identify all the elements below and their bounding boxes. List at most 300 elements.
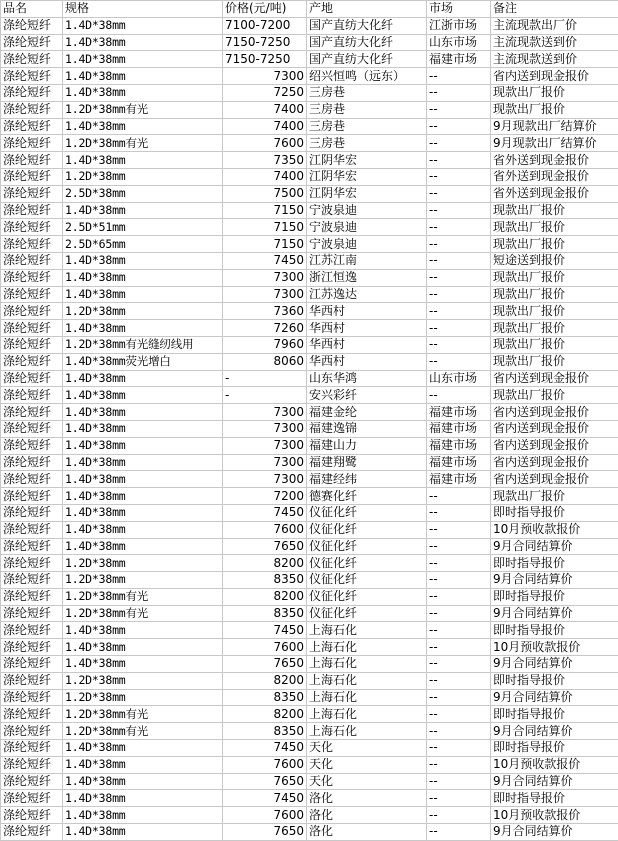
origin-cell: 三房巷 (307, 84, 427, 101)
market-cell: -- (427, 790, 491, 807)
product-name-cell: 涤纶短纤 (1, 740, 63, 757)
price-cell: 7150-7250 (223, 51, 307, 68)
price-cell: 8200 (223, 555, 307, 572)
market-cell: 山东市场 (427, 370, 491, 387)
table-row (1, 622, 618, 639)
price-cell: 7400 (223, 168, 307, 185)
market-cell: -- (427, 773, 491, 790)
origin-cell: 上海石化 (307, 689, 427, 706)
remark-cell: 省外送到现金报价 (491, 152, 618, 169)
spec-cell: 1.4D*38mm (63, 370, 223, 387)
spec-cell: 1.4D*38mm (63, 17, 223, 34)
market-cell: -- (427, 286, 491, 303)
remark-cell: 现款出厂报价 (491, 269, 618, 286)
product-name-cell: 涤纶短纤 (1, 252, 63, 269)
market-cell: 山东市场 (427, 34, 491, 51)
price-cell: 8200 (223, 706, 307, 723)
header-row (1, 1, 618, 18)
product-name-cell: 涤纶短纤 (1, 219, 63, 236)
product-name-cell: 涤纶短纤 (1, 135, 63, 152)
spec-cell: 1.4D*38mm (63, 488, 223, 505)
origin-cell: 华西村 (307, 353, 427, 370)
market-cell: -- (427, 824, 491, 841)
table-row (1, 555, 618, 572)
spec-cell: 1.4D*38mm (63, 34, 223, 51)
origin-cell: 山东华鸿 (307, 370, 427, 387)
market-cell: -- (427, 488, 491, 505)
table-row (1, 68, 618, 85)
remark-cell: 即时指导报价 (491, 672, 618, 689)
market-cell: -- (427, 672, 491, 689)
market-cell: -- (427, 185, 491, 202)
table-row (1, 118, 618, 135)
spec-cell: 1.2D*38mm有光 (63, 723, 223, 740)
remark-cell: 省内送到现金报价 (491, 471, 618, 488)
product-name-cell: 涤纶短纤 (1, 17, 63, 34)
market-cell: -- (427, 135, 491, 152)
origin-cell: 上海石化 (307, 672, 427, 689)
market-cell: -- (427, 740, 491, 757)
origin-cell: 福建山力 (307, 437, 427, 454)
table-row (1, 404, 618, 421)
table-row (1, 824, 618, 841)
market-cell: -- (427, 723, 491, 740)
remark-cell: 即时指导报价 (491, 504, 618, 521)
product-name-cell: 涤纶短纤 (1, 639, 63, 656)
remark-cell: 省外送到现金报价 (491, 168, 618, 185)
remark-cell: 9月合同结算价 (491, 689, 618, 706)
market-cell: -- (427, 353, 491, 370)
table-row (1, 807, 618, 824)
origin-cell: 上海石化 (307, 639, 427, 656)
price-cell: 8350 (223, 572, 307, 589)
spec-cell: 1.2D*38mm (63, 672, 223, 689)
spec-cell: 1.4D*38mm (63, 68, 223, 85)
product-name-cell: 涤纶短纤 (1, 236, 63, 253)
market-cell: -- (427, 202, 491, 219)
market-cell: 福建市场 (427, 420, 491, 437)
market-cell: -- (427, 538, 491, 555)
price-cell: 8200 (223, 672, 307, 689)
product-name-cell: 涤纶短纤 (1, 84, 63, 101)
spec-cell: 2.5D*38mm (63, 185, 223, 202)
spec-cell: 1.4D*38mm (63, 84, 223, 101)
product-name-cell: 涤纶短纤 (1, 504, 63, 521)
spec-cell: 1.4D*38mm (63, 740, 223, 757)
origin-cell: 江苏江南 (307, 252, 427, 269)
product-name-cell: 涤纶短纤 (1, 320, 63, 337)
product-name-cell: 涤纶短纤 (1, 454, 63, 471)
spec-cell: 1.4D*38mm (63, 202, 223, 219)
remark-cell: 省内送到现金报价 (491, 420, 618, 437)
spec-cell: 1.4D*38mm (63, 471, 223, 488)
price-cell: 7450 (223, 252, 307, 269)
price-cell: 7260 (223, 320, 307, 337)
spec-cell: 1.4D*38mm (63, 320, 223, 337)
spec-cell: 1.4D*38mm (63, 420, 223, 437)
market-cell: 福建市场 (427, 471, 491, 488)
remark-cell: 省内送到现金报价 (491, 404, 618, 421)
spec-cell: 1.2D*38mm (63, 689, 223, 706)
remark-cell: 9月合同结算价 (491, 605, 618, 622)
spec-cell: 1.4D*38mm (63, 824, 223, 841)
product-name-cell: 涤纶短纤 (1, 34, 63, 51)
remark-cell: 主流现款送到价 (491, 51, 618, 68)
origin-cell: 国产直纺大化纤 (307, 17, 427, 34)
origin-cell: 天化 (307, 773, 427, 790)
price-cell: 7300 (223, 471, 307, 488)
market-cell: -- (427, 336, 491, 353)
price-cell: - (223, 387, 307, 404)
remark-cell: 即时指导报价 (491, 740, 618, 757)
remark-cell: 10月预收款报价 (491, 807, 618, 824)
product-name-cell: 涤纶短纤 (1, 488, 63, 505)
spec-cell: 1.4D*38mm (63, 807, 223, 824)
spec-cell: 1.4D*38mm (63, 521, 223, 538)
spec-cell: 1.2D*38mm有光 (63, 706, 223, 723)
remark-cell: 即时指导报价 (491, 706, 618, 723)
market-cell: 江浙市场 (427, 17, 491, 34)
price-cell: 7450 (223, 740, 307, 757)
spec-cell: 1.4D*38mm (63, 51, 223, 68)
table-row (1, 538, 618, 555)
price-cell: 7300 (223, 420, 307, 437)
price-cell: 8350 (223, 723, 307, 740)
origin-cell: 福建翔鹭 (307, 454, 427, 471)
table-row (1, 303, 618, 320)
product-name-cell: 涤纶短纤 (1, 471, 63, 488)
price-cell: 7300 (223, 454, 307, 471)
product-name-cell: 涤纶短纤 (1, 420, 63, 437)
table-row (1, 773, 618, 790)
table-row (1, 572, 618, 589)
remark-cell: 主流现款出厂价 (491, 17, 618, 34)
price-cell: 7650 (223, 773, 307, 790)
remark-cell: 即时指导报价 (491, 588, 618, 605)
table-row (1, 639, 618, 656)
price-cell: 7150 (223, 219, 307, 236)
remark-cell: 主流现款送到价 (491, 34, 618, 51)
price-cell: 7300 (223, 437, 307, 454)
remark-cell: 现款出厂报价 (491, 488, 618, 505)
product-name-cell: 涤纶短纤 (1, 824, 63, 841)
product-name-cell: 涤纶短纤 (1, 538, 63, 555)
spec-cell: 1.2D*38mm (63, 303, 223, 320)
table-row (1, 51, 618, 68)
remark-cell: 省外送到现金报价 (491, 185, 618, 202)
origin-cell: 洛化 (307, 824, 427, 841)
spec-cell: 1.4D*38mm (63, 387, 223, 404)
product-name-cell: 涤纶短纤 (1, 387, 63, 404)
table-row (1, 269, 618, 286)
market-cell: -- (427, 152, 491, 169)
price-cell: 7650 (223, 538, 307, 555)
remark-cell: 9月合同结算价 (491, 773, 618, 790)
table-row (1, 588, 618, 605)
spec-cell: 1.4D*38mm (63, 269, 223, 286)
remark-cell: 省内送到现金报价 (491, 68, 618, 85)
table-row (1, 454, 618, 471)
table-row (1, 353, 618, 370)
market-cell: 福建市场 (427, 51, 491, 68)
remark-cell: 9月合同结算价 (491, 538, 618, 555)
header-origin: 产地 (307, 1, 427, 18)
remark-cell: 即时指导报价 (491, 622, 618, 639)
table-row (1, 168, 618, 185)
market-cell: -- (427, 605, 491, 622)
spec-cell: 2.5D*65mm (63, 236, 223, 253)
origin-cell: 天化 (307, 756, 427, 773)
market-cell: 福建市场 (427, 437, 491, 454)
table-row (1, 387, 618, 404)
origin-cell: 宁波泉迪 (307, 236, 427, 253)
remark-cell: 现款出厂报价 (491, 320, 618, 337)
table-row (1, 756, 618, 773)
product-name-cell: 涤纶短纤 (1, 336, 63, 353)
market-cell: -- (427, 622, 491, 639)
spec-cell: 1.4D*38mm (63, 639, 223, 656)
price-cell: 7400 (223, 118, 307, 135)
market-cell: -- (427, 303, 491, 320)
table-row (1, 185, 618, 202)
table-row (1, 521, 618, 538)
origin-cell: 仪征化纤 (307, 538, 427, 555)
market-cell: 福建市场 (427, 404, 491, 421)
market-cell: -- (427, 572, 491, 589)
table-row (1, 790, 618, 807)
origin-cell: 上海石化 (307, 723, 427, 740)
spec-cell: 1.2D*38mm有光 (63, 605, 223, 622)
table-row (1, 101, 618, 118)
product-name-cell: 涤纶短纤 (1, 706, 63, 723)
table-row (1, 740, 618, 757)
market-cell: -- (427, 269, 491, 286)
table-row (1, 504, 618, 521)
product-name-cell: 涤纶短纤 (1, 790, 63, 807)
product-name-cell: 涤纶短纤 (1, 404, 63, 421)
price-cell: 7450 (223, 790, 307, 807)
market-cell: -- (427, 588, 491, 605)
remark-cell: 现款出厂报价 (491, 84, 618, 101)
price-cell: 7200 (223, 488, 307, 505)
price-cell: 7960 (223, 336, 307, 353)
product-name-cell: 涤纶短纤 (1, 605, 63, 622)
table-row (1, 320, 618, 337)
spec-cell: 1.4D*38mm (63, 538, 223, 555)
price-cell: 7300 (223, 286, 307, 303)
price-cell: 7600 (223, 639, 307, 656)
product-name-cell: 涤纶短纤 (1, 672, 63, 689)
origin-cell: 国产直纺大化纤 (307, 34, 427, 51)
price-cell: 7300 (223, 269, 307, 286)
origin-cell: 洛化 (307, 790, 427, 807)
price-cell: - (223, 370, 307, 387)
product-name-cell: 涤纶短纤 (1, 353, 63, 370)
table-row (1, 656, 618, 673)
remark-cell: 9月合同结算价 (491, 656, 618, 673)
spec-cell: 1.4D*38mm (63, 152, 223, 169)
market-cell: -- (427, 706, 491, 723)
table-row (1, 152, 618, 169)
product-name-cell: 涤纶短纤 (1, 168, 63, 185)
spec-cell: 1.4D*38mm (63, 756, 223, 773)
origin-cell: 浙江恒逸 (307, 269, 427, 286)
table-row (1, 605, 618, 622)
price-cell: 7150-7250 (223, 34, 307, 51)
origin-cell: 福建金纶 (307, 404, 427, 421)
market-cell: -- (427, 168, 491, 185)
market-cell: -- (427, 219, 491, 236)
origin-cell: 仪征化纤 (307, 521, 427, 538)
market-cell: -- (427, 101, 491, 118)
price-cell: 7360 (223, 303, 307, 320)
spec-cell: 1.4D*38mm (63, 504, 223, 521)
market-cell: -- (427, 387, 491, 404)
header-price: 价格(元/吨) (223, 1, 307, 18)
price-cell: 7100-7200 (223, 17, 307, 34)
spec-cell: 1.2D*38mm有光 (63, 101, 223, 118)
remark-cell: 省内送到现金报价 (491, 370, 618, 387)
product-name-cell: 涤纶短纤 (1, 622, 63, 639)
product-name-cell: 涤纶短纤 (1, 588, 63, 605)
remark-cell: 现款出厂报价 (491, 303, 618, 320)
market-cell: -- (427, 656, 491, 673)
price-cell: 7600 (223, 756, 307, 773)
origin-cell: 上海石化 (307, 622, 427, 639)
remark-cell: 省内送到现金报价 (491, 454, 618, 471)
product-name-cell: 涤纶短纤 (1, 185, 63, 202)
table-row (1, 202, 618, 219)
table-row (1, 286, 618, 303)
market-cell: -- (427, 639, 491, 656)
remark-cell: 现款出厂报价 (491, 236, 618, 253)
remark-cell: 现款出厂报价 (491, 101, 618, 118)
price-cell: 7600 (223, 521, 307, 538)
spec-cell: 1.4D*38mm (63, 286, 223, 303)
remark-cell: 9月合同结算价 (491, 572, 618, 589)
market-cell: -- (427, 689, 491, 706)
table-row (1, 420, 618, 437)
product-name-cell: 涤纶短纤 (1, 572, 63, 589)
spec-cell: 1.4D*38mm (63, 622, 223, 639)
origin-cell: 宁波泉迪 (307, 202, 427, 219)
table-row (1, 706, 618, 723)
price-cell: 8200 (223, 588, 307, 605)
spec-cell: 1.2D*38mm (63, 572, 223, 589)
origin-cell: 仪征化纤 (307, 572, 427, 589)
price-cell: 7150 (223, 236, 307, 253)
origin-cell: 三房巷 (307, 135, 427, 152)
table-row (1, 252, 618, 269)
product-name-cell: 涤纶短纤 (1, 370, 63, 387)
product-name-cell: 涤纶短纤 (1, 521, 63, 538)
price-cell: 7500 (223, 185, 307, 202)
table-row (1, 689, 618, 706)
origin-cell: 仪征化纤 (307, 555, 427, 572)
remark-cell: 9月合同结算价 (491, 723, 618, 740)
spec-cell: 1.2D*38mm有光缝纫线用 (63, 336, 223, 353)
table-row (1, 471, 618, 488)
product-name-cell: 涤纶短纤 (1, 656, 63, 673)
market-cell: -- (427, 84, 491, 101)
product-name-cell: 涤纶短纤 (1, 269, 63, 286)
spec-cell: 1.4D*38mm (63, 773, 223, 790)
price-cell: 7350 (223, 152, 307, 169)
table-row (1, 336, 618, 353)
remark-cell: 10月预收款报价 (491, 756, 618, 773)
origin-cell: 江阴华宏 (307, 185, 427, 202)
origin-cell: 国产直纺大化纤 (307, 51, 427, 68)
origin-cell: 上海石化 (307, 656, 427, 673)
table-row (1, 437, 618, 454)
table-row (1, 219, 618, 236)
product-name-cell: 涤纶短纤 (1, 437, 63, 454)
product-name-cell: 涤纶短纤 (1, 303, 63, 320)
product-name-cell: 涤纶短纤 (1, 202, 63, 219)
product-name-cell: 涤纶短纤 (1, 555, 63, 572)
price-cell: 7400 (223, 101, 307, 118)
origin-cell: 仪征化纤 (307, 588, 427, 605)
spec-cell: 1.4D*38mm荧光增白 (63, 353, 223, 370)
remark-cell: 现款出厂报价 (491, 202, 618, 219)
origin-cell: 上海石化 (307, 706, 427, 723)
product-name-cell: 涤纶短纤 (1, 756, 63, 773)
table-row (1, 672, 618, 689)
origin-cell: 江阴华宏 (307, 168, 427, 185)
product-name-cell: 涤纶短纤 (1, 101, 63, 118)
origin-cell: 江阴华宏 (307, 152, 427, 169)
spec-cell: 1.4D*38mm (63, 656, 223, 673)
header-market: 市场 (427, 1, 491, 18)
product-name-cell: 涤纶短纤 (1, 118, 63, 135)
table-row (1, 236, 618, 253)
price-cell: 7450 (223, 622, 307, 639)
remark-cell: 10月预收款报价 (491, 639, 618, 656)
table-row (1, 34, 618, 51)
remark-cell: 现款出厂报价 (491, 336, 618, 353)
remark-cell: 短途送到报价 (491, 252, 618, 269)
origin-cell: 绍兴恒鸣（远东） (307, 68, 427, 85)
spec-cell: 1.4D*38mm (63, 252, 223, 269)
market-cell: -- (427, 118, 491, 135)
origin-cell: 华西村 (307, 320, 427, 337)
product-name-cell: 涤纶短纤 (1, 773, 63, 790)
price-cell: 7650 (223, 656, 307, 673)
spec-cell: 1.4D*38mm (63, 437, 223, 454)
spec-cell: 1.4D*38mm (63, 790, 223, 807)
price-cell: 7650 (223, 824, 307, 841)
remark-cell: 现款出厂报价 (491, 286, 618, 303)
origin-cell: 洛化 (307, 807, 427, 824)
origin-cell: 仪征化纤 (307, 605, 427, 622)
spec-cell: 1.4D*38mm (63, 404, 223, 421)
origin-cell: 仪征化纤 (307, 504, 427, 521)
market-cell: -- (427, 252, 491, 269)
price-cell: 7300 (223, 404, 307, 421)
remark-cell: 即时指导报价 (491, 555, 618, 572)
origin-cell: 安兴彩纤 (307, 387, 427, 404)
price-cell: 7450 (223, 504, 307, 521)
product-name-cell: 涤纶短纤 (1, 68, 63, 85)
header-remark: 备注 (491, 1, 618, 18)
remark-cell: 9月现款出厂结算价 (491, 118, 618, 135)
origin-cell: 三房巷 (307, 118, 427, 135)
market-cell: -- (427, 807, 491, 824)
price-cell: 7600 (223, 807, 307, 824)
table-row (1, 370, 618, 387)
table-row (1, 723, 618, 740)
table-body (1, 17, 618, 840)
